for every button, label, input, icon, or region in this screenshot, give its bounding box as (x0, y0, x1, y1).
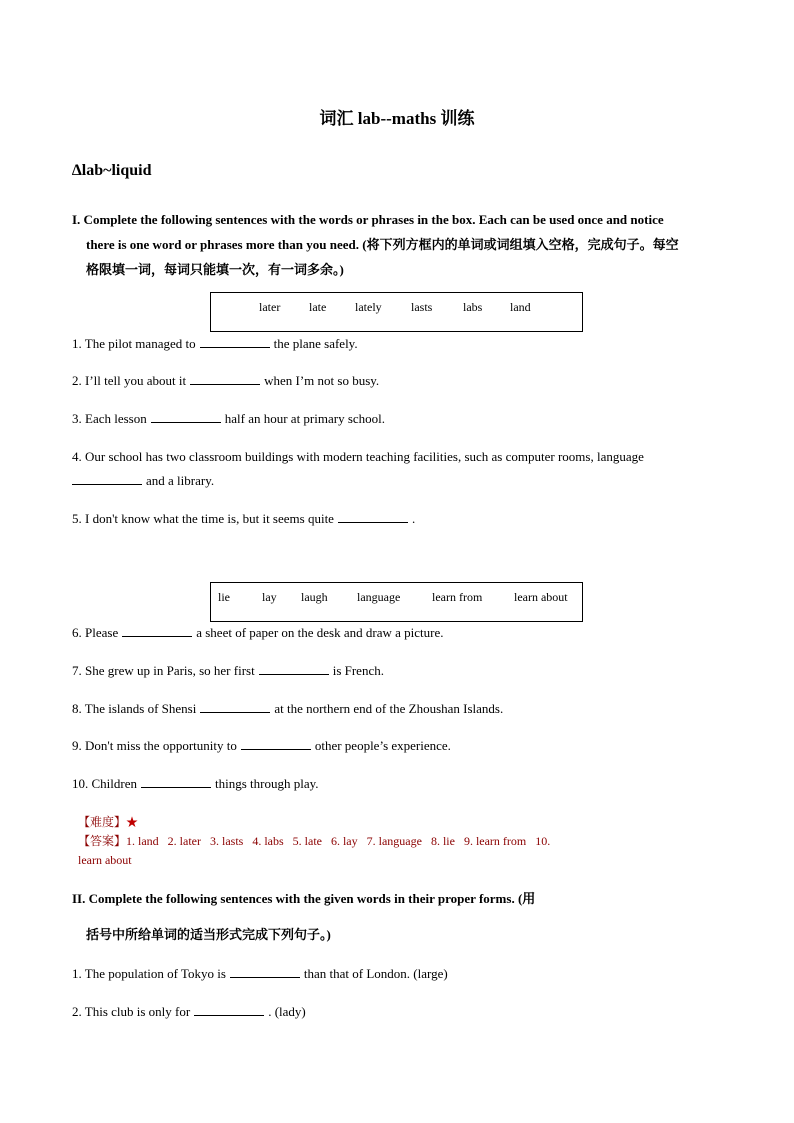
word-box-item: late (309, 300, 327, 314)
word-box-item: later (259, 300, 281, 314)
part2-instruction-line1: II. Complete the following sentences with the given words in their proper forms. (用 (72, 891, 536, 906)
question-text: a sheet of paper on the desk and draw a picture. (196, 625, 444, 640)
word-box-item: lasts (411, 300, 433, 314)
answer-row-continued (78, 851, 638, 870)
answer-row (78, 832, 638, 851)
answer-text: learn about (78, 853, 132, 867)
question-text: 5. I don't know what the time is, but it seems quite (72, 511, 334, 526)
question-text: is French. (332, 663, 384, 678)
question-text: 10. Children (72, 776, 137, 791)
part1-instruction (72, 207, 722, 282)
answer-blank[interactable] (194, 1003, 264, 1016)
question-text: 9. Don't miss the opportunity to (72, 738, 237, 753)
question-text: when I’m not so busy. (264, 373, 380, 388)
question-6 (72, 621, 722, 645)
answer-blank[interactable] (72, 472, 142, 485)
part2-question-1 (72, 962, 722, 986)
answer-blank[interactable] (338, 510, 408, 523)
question-9 (72, 734, 722, 758)
question-4 (72, 445, 722, 493)
word-box-item: labs (463, 300, 483, 314)
question-1 (72, 332, 722, 356)
question-10 (72, 772, 722, 796)
word-box-item: language (357, 590, 401, 604)
question-text: 3. Each lesson (72, 411, 147, 426)
word-box-1 (210, 292, 583, 332)
answer-blank[interactable] (122, 624, 192, 637)
answer-blank[interactable] (200, 700, 270, 713)
difficulty-row (78, 813, 638, 832)
word-box-2 (210, 582, 583, 622)
answer-blank[interactable] (151, 410, 221, 423)
word-box-item: lie (218, 590, 230, 604)
question-text: other people’s experience. (314, 738, 451, 753)
answer-blank[interactable] (241, 737, 311, 750)
difficulty-label: 【难度】 (78, 815, 127, 829)
word-box-item: laugh (301, 590, 328, 604)
part1-instruction-line2: there is one word or phrases more than you need. (将下列方框内的单词或词组填入空格，完成句子。每空 (86, 237, 679, 252)
question-8 (72, 697, 722, 721)
question-text: 1. The pilot managed to (72, 336, 196, 351)
question-text: 7. She grew up in Paris, so her first (72, 663, 255, 678)
word-box-item: learn about (514, 590, 568, 604)
question-text: the plane safely. (273, 336, 358, 351)
question-2 (72, 369, 722, 393)
question-text: 1. The population of Tokyo is (72, 966, 226, 981)
question-text: . (lady) (268, 1004, 306, 1019)
answer-blank[interactable] (141, 775, 211, 788)
difficulty-star-icon: ★ (126, 815, 139, 829)
question-text: and a library. (146, 473, 215, 488)
part2-instruction (72, 887, 722, 947)
answer-key (78, 813, 638, 870)
word-box-item: lately (355, 300, 382, 314)
answer-blank[interactable] (190, 372, 260, 385)
word-box-item: lay (262, 590, 277, 604)
answer-text: 1. land 2. later 3. lasts 4. labs 5. late 6. lay 7. language 8. lie 9. learn from 10. (126, 834, 551, 848)
word-box-item: land (510, 300, 531, 314)
question-text: . (411, 511, 416, 526)
answer-blank[interactable] (200, 335, 270, 348)
question-text: things through play. (215, 776, 319, 791)
question-5 (72, 507, 722, 531)
part1-instruction-line3: 格限填一词，每词只能填一次，有一词多余。) (86, 262, 344, 277)
question-text: 4. Our school has two classroom buildings with modern teaching facilities, such as computer rooms, language (72, 449, 644, 464)
answer-blank[interactable] (259, 662, 329, 675)
question-text: than that of London. (large) (303, 966, 448, 981)
word-box-item: learn from (432, 590, 483, 604)
part2-instruction-line2: 括号中所给单词的适当形式完成下列句子。) (86, 927, 331, 942)
question-3 (72, 407, 722, 431)
question-text: 8. The islands of Shensi (72, 701, 197, 716)
question-7 (72, 659, 722, 683)
question-text: at the northern end of the Zhoushan Islands. (274, 701, 504, 716)
part2-question-2 (72, 1000, 722, 1024)
answer-label: 【答案】 (78, 834, 127, 848)
answer-blank[interactable] (230, 965, 300, 978)
question-text: 6. Please (72, 625, 119, 640)
part1-instruction-line1: I. Complete the following sentences with the words or phrases in the box. Each can be used once and notice (72, 212, 664, 227)
question-text: 2. I’ll tell you about it (72, 373, 187, 388)
question-text: half an hour at primary school. (224, 411, 386, 426)
question-text: 2. This club is only for (72, 1004, 191, 1019)
section-heading: ∆lab~liquid (72, 162, 152, 179)
page-title: 词汇 lab--maths 训练 (319, 109, 475, 128)
